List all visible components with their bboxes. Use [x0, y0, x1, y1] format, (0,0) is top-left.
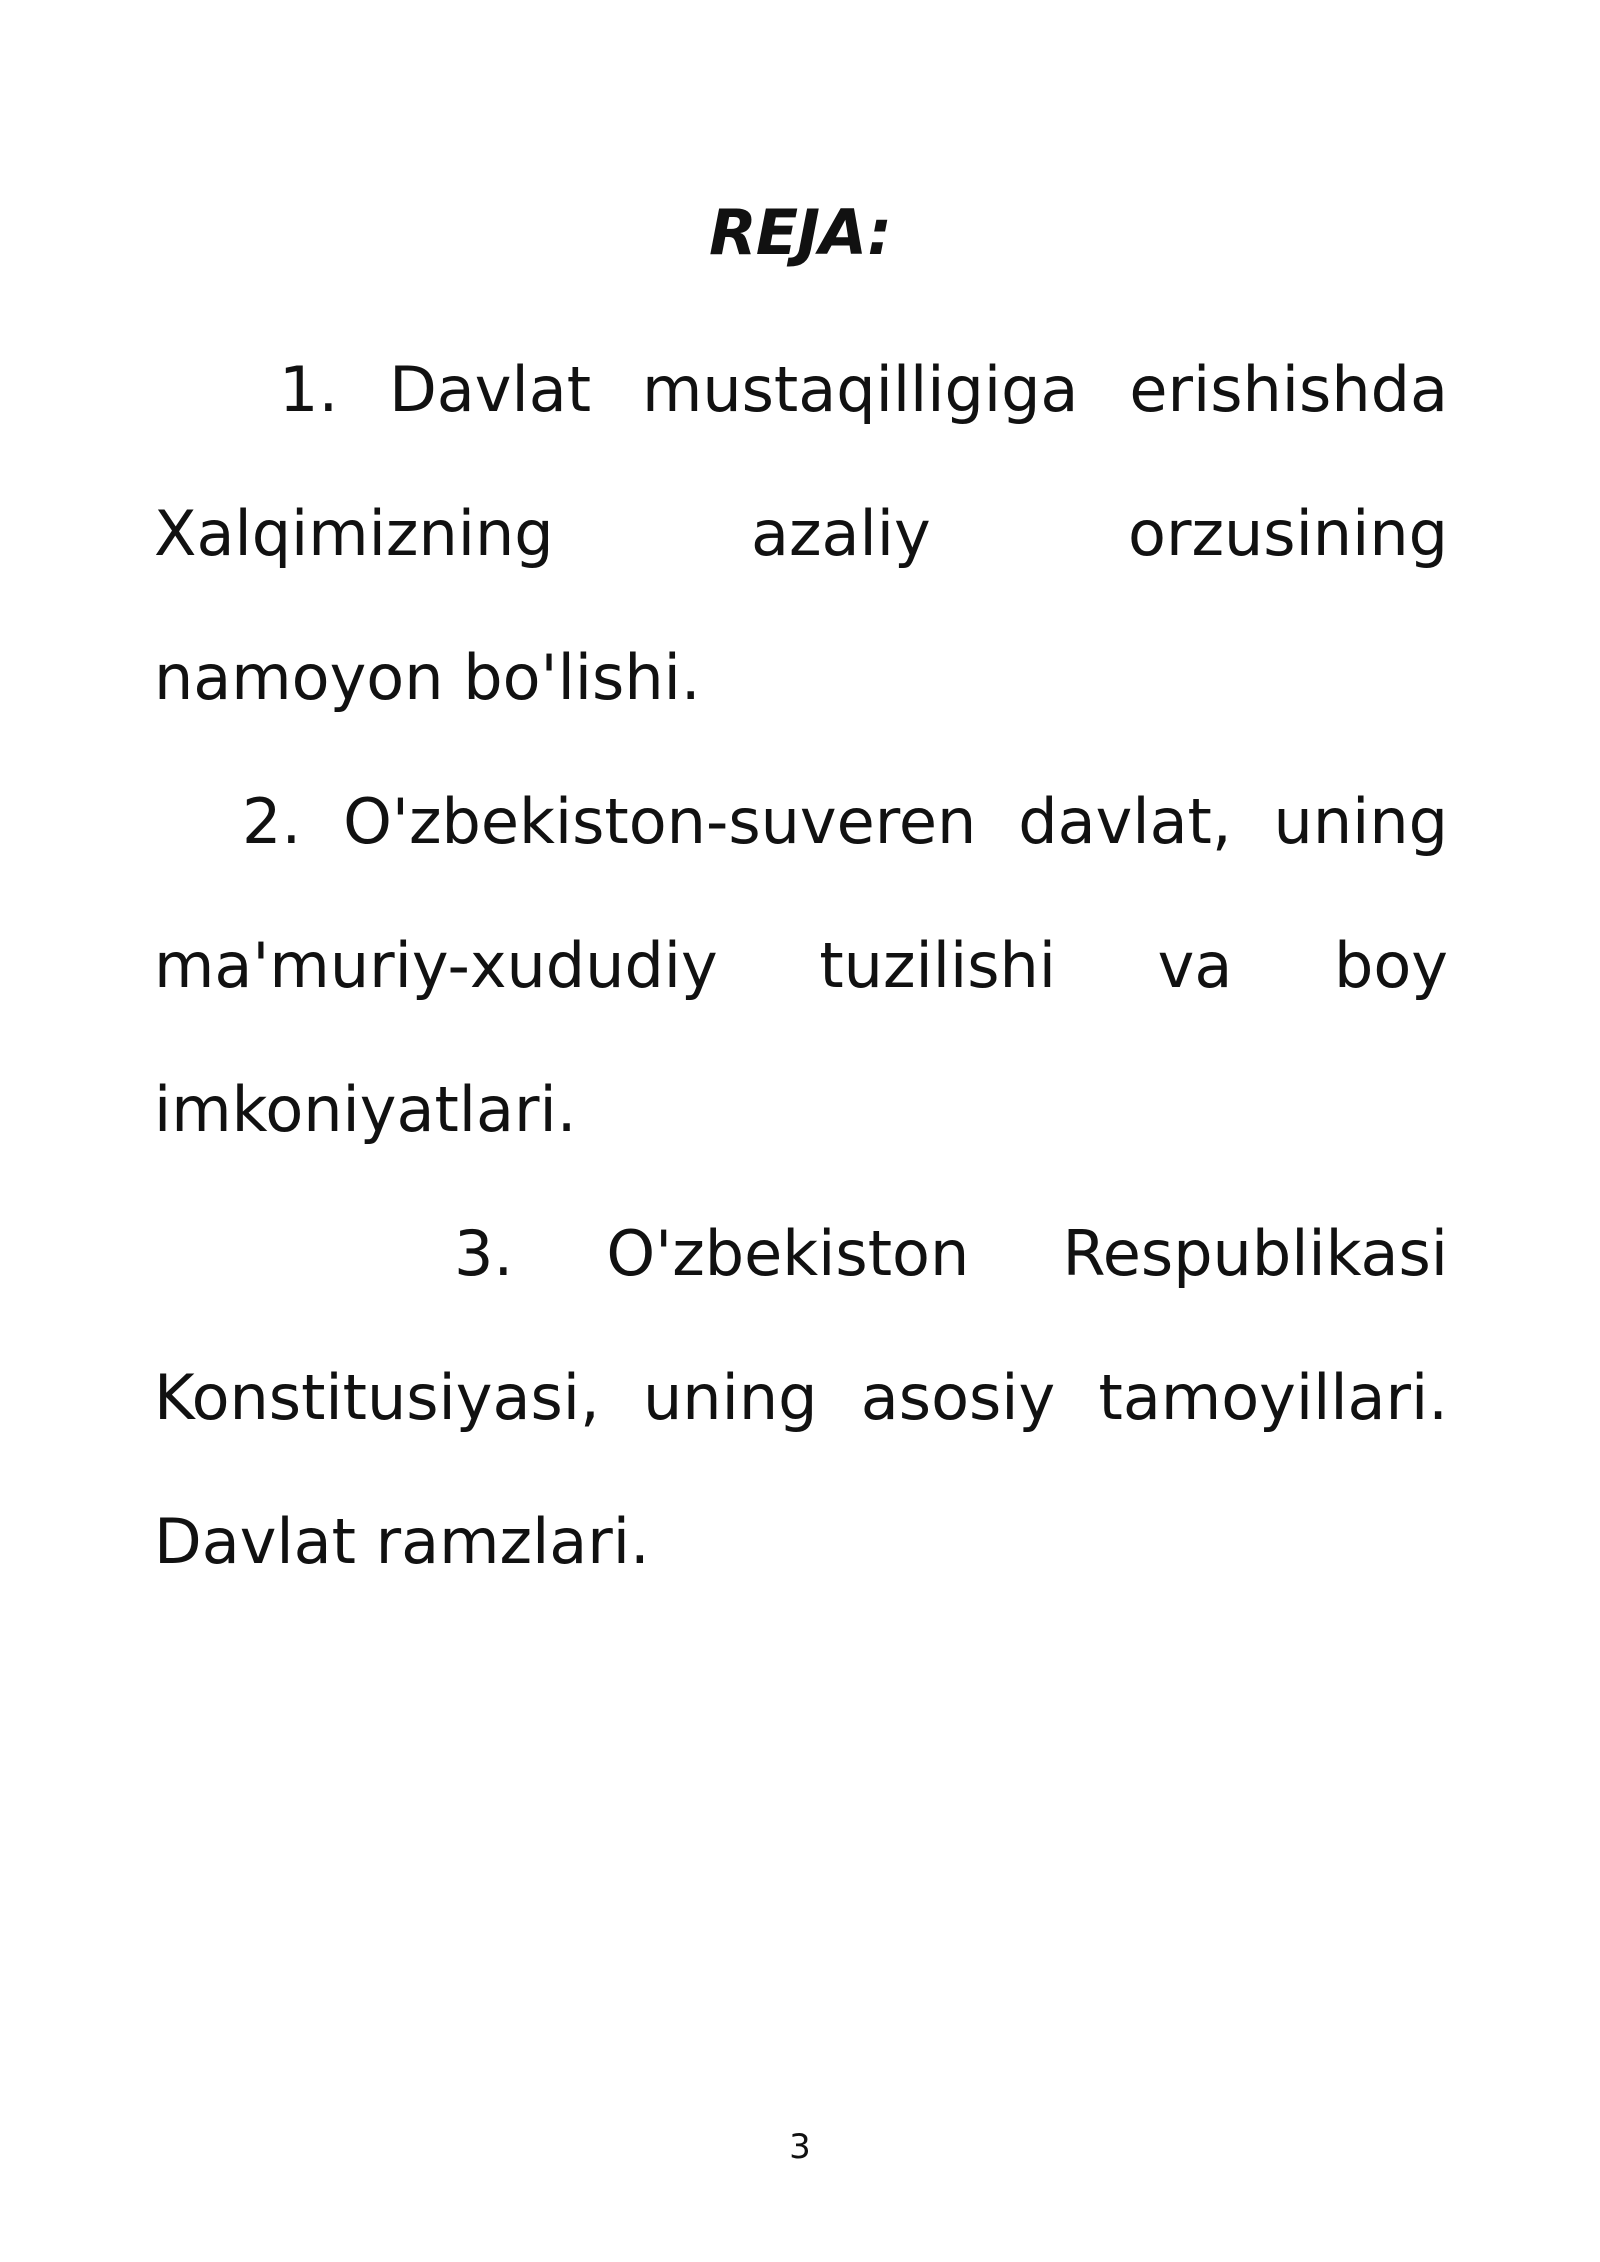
plan-line-text: imkoniyatlari.: [154, 1073, 577, 1146]
plan-title: REJA:: [708, 195, 892, 269]
plan-item-3-line-2: [154, 1326, 1448, 1470]
plan-item-number: 3.: [454, 1217, 514, 1290]
plan-line-text: Davlat ramzlari.: [154, 1505, 650, 1578]
plan-word: uning: [643, 1361, 818, 1434]
plan-item-1-line-2: [154, 462, 1448, 606]
plan-word: ma'muriy-xududiy: [154, 929, 718, 1002]
plan-word: Konstitusiyasi,: [154, 1361, 600, 1434]
plan-item-number: 2.: [242, 785, 302, 858]
plan-word: Davlat: [389, 353, 592, 426]
plan-word: tamoyillari.: [1098, 1361, 1448, 1434]
plan-item-2-line-2: [154, 894, 1448, 1038]
plan-word: erishishda: [1129, 353, 1448, 426]
plan-word: Respublikasi: [1062, 1217, 1448, 1290]
plan-word: davlat,: [1018, 785, 1232, 858]
plan-item-2-line-3: [154, 1038, 1448, 1182]
plan-item-3-line-1: [154, 1182, 1448, 1326]
page-number: 3: [789, 2127, 811, 2167]
plan-item-2-line-1: [154, 750, 1448, 894]
plan-item-1-line-3: [154, 606, 1448, 750]
plan-word: azaliy: [750, 497, 931, 570]
plan-item-number: 1.: [279, 353, 339, 426]
plan-word: O'zbekiston: [606, 1217, 970, 1290]
plan-word: boy: [1334, 929, 1448, 1002]
plan-item-3-line-3: [154, 1470, 1448, 1614]
plan-word: va: [1157, 929, 1233, 1002]
plan-word: orzusining: [1128, 497, 1448, 570]
plan-word: asosiy: [860, 1361, 1056, 1434]
plan-item-1-line-1: [154, 318, 1448, 462]
plan-word: tuzilishi: [819, 929, 1057, 1002]
plan-list: [154, 318, 1448, 1614]
plan-word: mustaqilligiga: [641, 353, 1079, 426]
plan-word: uning: [1273, 785, 1448, 858]
plan-line-text: namoyon bo'lishi.: [154, 641, 701, 714]
plan-word: Xalqimizning: [154, 497, 554, 570]
plan-word: O'zbekiston-suveren: [343, 785, 977, 858]
